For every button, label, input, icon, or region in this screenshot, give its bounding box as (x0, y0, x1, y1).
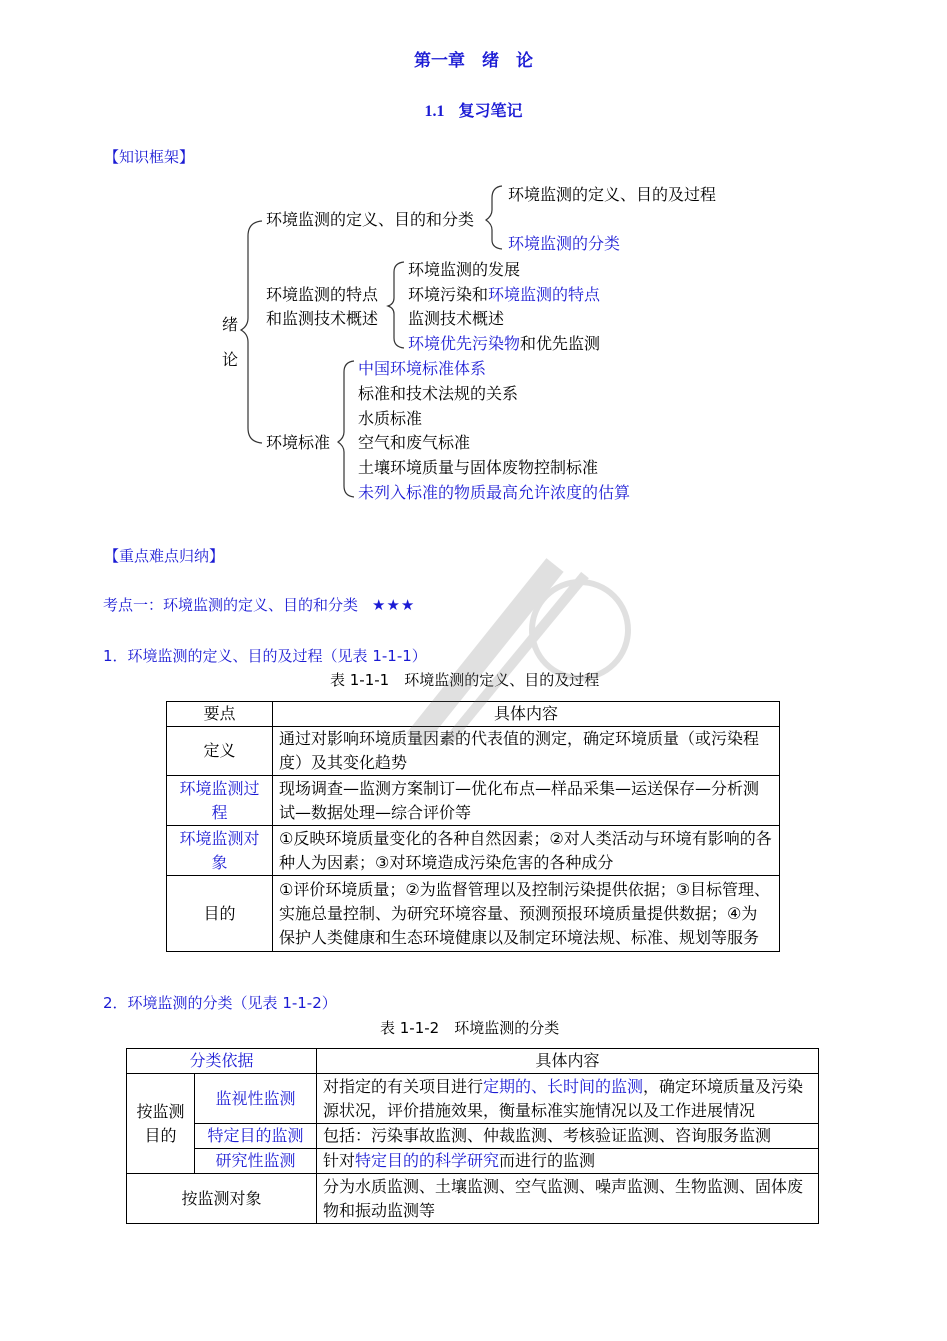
table1-header-key: 要点 (167, 702, 273, 727)
mindmap-leaf (358, 382, 518, 406)
exam-point-label: 考点一：环境监测的定义、目的和分类 (103, 596, 359, 614)
mindmap-leaf (358, 357, 486, 381)
table1-content-cell: ①反映环境质量变化的各种自然因素；②对人类活动与环境有影响的各种人为因素；③对环境造成污染危害的各种成分 (273, 826, 780, 876)
mindmap-leaf-text: 环境监测的定义、目的及过程 (508, 185, 717, 204)
mindmap-leaf-text: 环境监测的分类 (508, 234, 621, 253)
mindmap-leaf-text: 土壤环境质量与固体废物控制标准 (358, 458, 599, 477)
star-rating: ★★★ (372, 596, 416, 614)
section-number: 1.1 (424, 103, 445, 120)
table-row (127, 1149, 819, 1174)
exam-point (103, 594, 415, 615)
table1-content-cell: 通过对影响环境质量因素的代表值的测定，确定环境质量（或污染程度）及其变化趋势 (273, 727, 780, 776)
mindmap-branch-3: 环境标准 (266, 433, 331, 452)
table2-content-text: 对指定的有关项目进行 (323, 1076, 484, 1096)
mindmap-branch-2-line-1: 环境监测的特点 (266, 285, 379, 304)
mindmap-leaf-text: 标准和技术法规的关系 (358, 384, 519, 403)
mindmap-leaf-text: 和优先监测 (520, 334, 601, 353)
mindmap-leaf-text: 环境污染和 (408, 285, 489, 304)
mindmap-leaf-text: 水质标准 (358, 409, 423, 428)
table1 (166, 701, 780, 952)
table1-header-content: 具体内容 (273, 702, 780, 727)
table2-sub-cell: 研究性监测 (195, 1149, 317, 1174)
table2-header-row (127, 1049, 819, 1074)
mindmap-branch-2-line-2: 和监测技术概述 (266, 309, 379, 328)
mindmap-leaf-text: 未列入标准的物质最高允许浓度的估算 (358, 483, 631, 502)
mindmap-leaf (408, 283, 600, 307)
table2-last-content-cell: 分为水质监测、土壤监测、空气监测、噪声监测、生物监测、固体废物和振动监测等 (317, 1174, 819, 1224)
mindmap-leaf-text: 监测技术概述 (408, 309, 505, 328)
knowledge-heading: 【知识框架】 (104, 148, 195, 166)
table1-key-cell: 定义 (167, 727, 273, 776)
table-row (167, 826, 780, 876)
table-row (127, 1124, 819, 1149)
table2-content-cell (317, 1124, 819, 1149)
mindmap-leaf (358, 456, 598, 480)
table2-content-text: ，确定环境质量及污染源状况，评价措施效果，衡量标准实施情况以及工作进展情况 (323, 1076, 804, 1120)
table-row (167, 727, 780, 776)
mindmap-leaf (358, 481, 630, 505)
mindmap-branch-1: 环境监测的定义、目的和分类 (266, 210, 475, 229)
table2-content-text: 而进行的监测 (499, 1151, 596, 1170)
table1-key-cell: 环境监测过程 (167, 776, 273, 826)
table1-caption: 表 1-1-1 环境监测的定义、目的及过程 (330, 671, 600, 689)
table2 (126, 1048, 819, 1224)
table1-content-cell: ①评价环境质量；②为监督管理以及控制污染提供依据；③目标管理、实施总量控制、为研究环境容量、预测预报环境质量提供数据；④为保护人类健康和生态环境健康以及制定环境法规、标准、规划等服务 (273, 876, 780, 952)
mindmap-leaf (508, 183, 716, 207)
table2-group-cell: 按监测目的 (127, 1074, 195, 1174)
table2-header-key: 分类依据 (127, 1049, 317, 1074)
mindmap-leaf (408, 307, 504, 331)
table2-content-text: 包括：污染事故监测、仲裁监测、考核验证监测、咨询服务监测 (323, 1126, 772, 1145)
table-row (167, 876, 780, 952)
mindmap-leaf-text: 中国环境标准体系 (358, 359, 487, 378)
key-points-heading: 【重点难点归纳】 (104, 547, 225, 565)
table2-content-text: 针对 (323, 1151, 356, 1170)
table2-content-cell (317, 1149, 819, 1174)
table2-last-key-cell: 按监测对象 (127, 1174, 317, 1224)
item-2-heading: 2．环境监测的分类（见表 1-1-2） (103, 994, 337, 1012)
table2-content-text: 特定目的的科学研究 (355, 1151, 500, 1170)
mindmap-root-1: 绪 (222, 315, 239, 334)
table1-key-cell: 环境监测对象 (167, 826, 273, 876)
mindmap-leaf-text: 空气和废气标准 (358, 433, 471, 452)
table-row (127, 1074, 819, 1124)
table2-header-content: 具体内容 (317, 1049, 819, 1074)
table2-content-cell (317, 1074, 819, 1124)
table1-content-cell: 现场调查—监测方案制订—优化布点—样品采集—运送保存—分析测试—数据处理—综合评价等 (273, 776, 780, 826)
table-row (127, 1174, 819, 1224)
table1-header-row (167, 702, 780, 727)
mindmap-leaf (408, 258, 520, 282)
mindmap-leaf-text: 环境监测的特点 (488, 285, 601, 304)
mindmap-leaf (408, 332, 600, 356)
mindmap-root-2: 论 (222, 350, 239, 369)
table2-caption: 表 1-1-2 环境监测的分类 (380, 1019, 560, 1037)
chapter-title: 第一章 绪 论 (414, 51, 533, 71)
mindmap-leaf-text: 环境监测的发展 (408, 260, 521, 279)
item-1-heading: 1．环境监测的定义、目的及过程（见表 1-1-1） (103, 647, 427, 665)
table2-content-text: 定期的、长时间的监测 (483, 1076, 644, 1096)
table-row (167, 776, 780, 826)
mindmap-leaf (358, 407, 422, 431)
mindmap-leaf (358, 431, 470, 455)
section-label: 复习笔记 (458, 101, 523, 120)
table2-sub-cell: 特定目的监测 (195, 1124, 317, 1149)
mindmap-leaf (508, 232, 620, 256)
table2-sub-cell: 监视性监测 (195, 1074, 317, 1124)
table1-key-cell: 目的 (167, 876, 273, 952)
mindmap-leaf-text: 环境优先污染物 (408, 334, 521, 353)
